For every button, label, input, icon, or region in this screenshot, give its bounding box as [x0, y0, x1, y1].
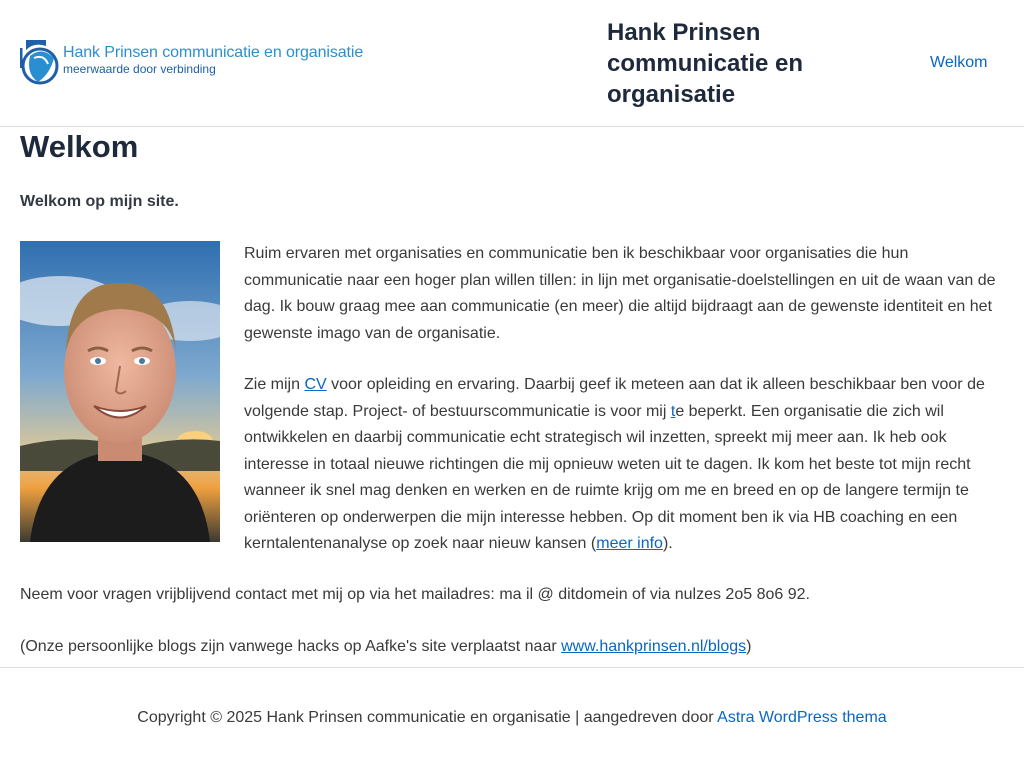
copyright-text	[0, 709, 1024, 727]
intro-paragraph: Ruim ervaren met organisaties en communicatie ben ik beschikbaar voor organisaties die hun communicatie naar een hoger plan willen tillen: in lijn met organisatie-doelstellingen en uit de waan van de dag. Ik bouw graag mee aan communicatie (en meer) die altijd bijdraagt aan de gewenste identiteit en het gewenste imago van de organisatie.	[244, 245, 996, 342]
blogs-link[interactable]: www.hankprinsen.nl/blogs	[561, 638, 747, 655]
lead-text: Welkom op mijn site.	[20, 193, 179, 210]
page-title: Welkom	[20, 129, 139, 164]
copyright-label: Copyright © 2025 Hank Prinsen communicatie en organisatie | aangedreven door	[137, 709, 718, 726]
cv-paragraph-text-b: voor opleiding en ervaring. Daarbij geef ik meteen aan dat ik alleen beschikbaar ben voor de volgende stap. Project- of bestuurscommunicatie is voor mij	[244, 376, 985, 420]
cv-paragraph-text-a: Zie mijn	[244, 376, 305, 393]
logo-icon	[20, 38, 60, 88]
meer-info-link[interactable]: meer info	[596, 535, 663, 552]
site-title[interactable]: Hank Prinsen communicatie en organisatie	[607, 19, 804, 108]
blogs-paragraph	[20, 634, 1010, 660]
contact-paragraph: Neem voor vragen vrijblijvend contact met mij op via het mailadres: ma il @ ditdomein of via nulzes 2o5 8o6 92.	[20, 586, 810, 603]
astra-theme-link[interactable]: Astra WordPress thema	[717, 709, 887, 726]
cv-paragraph	[244, 372, 1004, 558]
logo-name: Hank Prinsen communicatie en organisatie	[63, 44, 364, 61]
nav-item-welkom[interactable]: Welkom	[930, 54, 988, 71]
site-header	[0, 0, 1024, 127]
site-footer	[0, 667, 1024, 768]
logo-text	[63, 44, 363, 77]
blogs-paragraph-text-b: )	[746, 638, 752, 655]
cv-link[interactable]: CV	[304, 376, 327, 393]
portrait-photo-icon	[20, 241, 220, 542]
blogs-paragraph-text-a: (Onze persoonlijke blogs zijn vanwege hacks op Aafke's site verplaatst naar	[20, 638, 562, 655]
site-logo[interactable]	[20, 38, 370, 90]
cv-paragraph-text-c: e beperkt. Een organisatie die zich wil ontwikkelen en daarbij communicatie echt strategisch wil inzetten, spreekt mij meer aan. Ik heb ook interesse in totaal nieuwe richtingen die mij opnieuw weten uit te dagen. Ik kom het beste tot mijn recht wanneer ik snel mag denken en werken en de ruimte krijg om me en breed en op de langere termijn te oriënteren op onderwerpen die mijn interesse hebben. Op dit moment ben ik via HB coaching en een kerntalentenanalyse op zoek naar nieuw kansen (	[244, 402, 971, 552]
t-link[interactable]: t	[670, 402, 676, 420]
logo-tagline: meerwaarde door verbinding	[63, 62, 216, 76]
cv-paragraph-text-d: ).	[662, 535, 673, 552]
